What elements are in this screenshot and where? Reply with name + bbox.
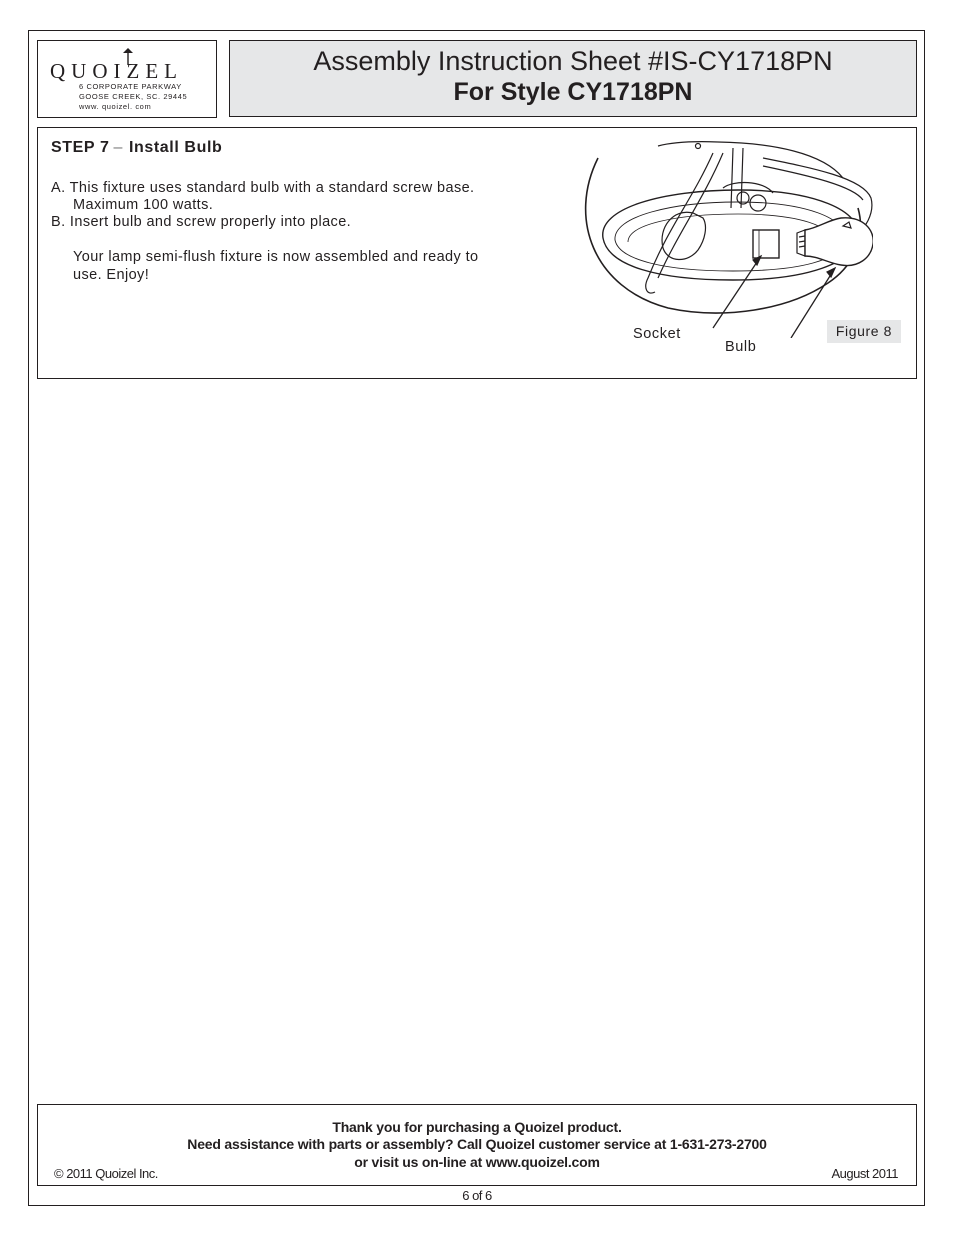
step-name: Install Bulb [128, 139, 223, 156]
logo-address-line1: 6 CORPORATE PARKWAY [79, 82, 182, 91]
thank-you-text: Thank you for purchasing a Quoizel product. [332, 1119, 622, 1135]
quoizel-logo [37, 40, 217, 118]
instruction-b: B. Insert bulb and screw properly into place. [51, 214, 352, 230]
figure-label: Figure 8 [827, 320, 901, 343]
step-heading [51, 139, 222, 157]
customer-service-text: Need assistance with parts or assembly? Call Quoizel customer service at 1-631-273-2700 [187, 1136, 767, 1152]
page-number: 6 of 6 [462, 1188, 492, 1203]
step-section [37, 127, 917, 379]
title-box [229, 40, 917, 117]
step-separator: – [113, 139, 123, 156]
instruction-a-continued: Maximum 100 watts. [73, 197, 214, 213]
fixture-bulb-illustration [573, 138, 873, 338]
website-text: or visit us on-line at www.quoizel.com [354, 1154, 600, 1170]
instruction-a: A. This fixture uses standard bulb with a standard screw base. [51, 180, 475, 196]
document-title: Assembly Instruction Sheet #IS-CY1718PN [313, 46, 833, 76]
logo-wordmark: QUOIZEL [50, 59, 183, 83]
copyright-text: © 2011 Quoizel Inc. [54, 1166, 158, 1181]
bulb-callout: Bulb [725, 339, 757, 355]
closing-note: Your lamp semi-flush fixture is now assembled and ready to [73, 249, 479, 265]
logo-address-line2: GOOSE CREEK, SC. 29445 [79, 92, 188, 101]
logo-website: www. quoizel. com [79, 102, 152, 111]
style-title: For Style CY1718PN [453, 78, 693, 106]
footer-box [37, 1104, 917, 1186]
revision-date: August 2011 [831, 1166, 898, 1181]
socket-callout: Socket [633, 326, 681, 342]
closing-note-continued: use. Enjoy! [73, 267, 150, 283]
step-number: STEP 7 [51, 139, 110, 156]
